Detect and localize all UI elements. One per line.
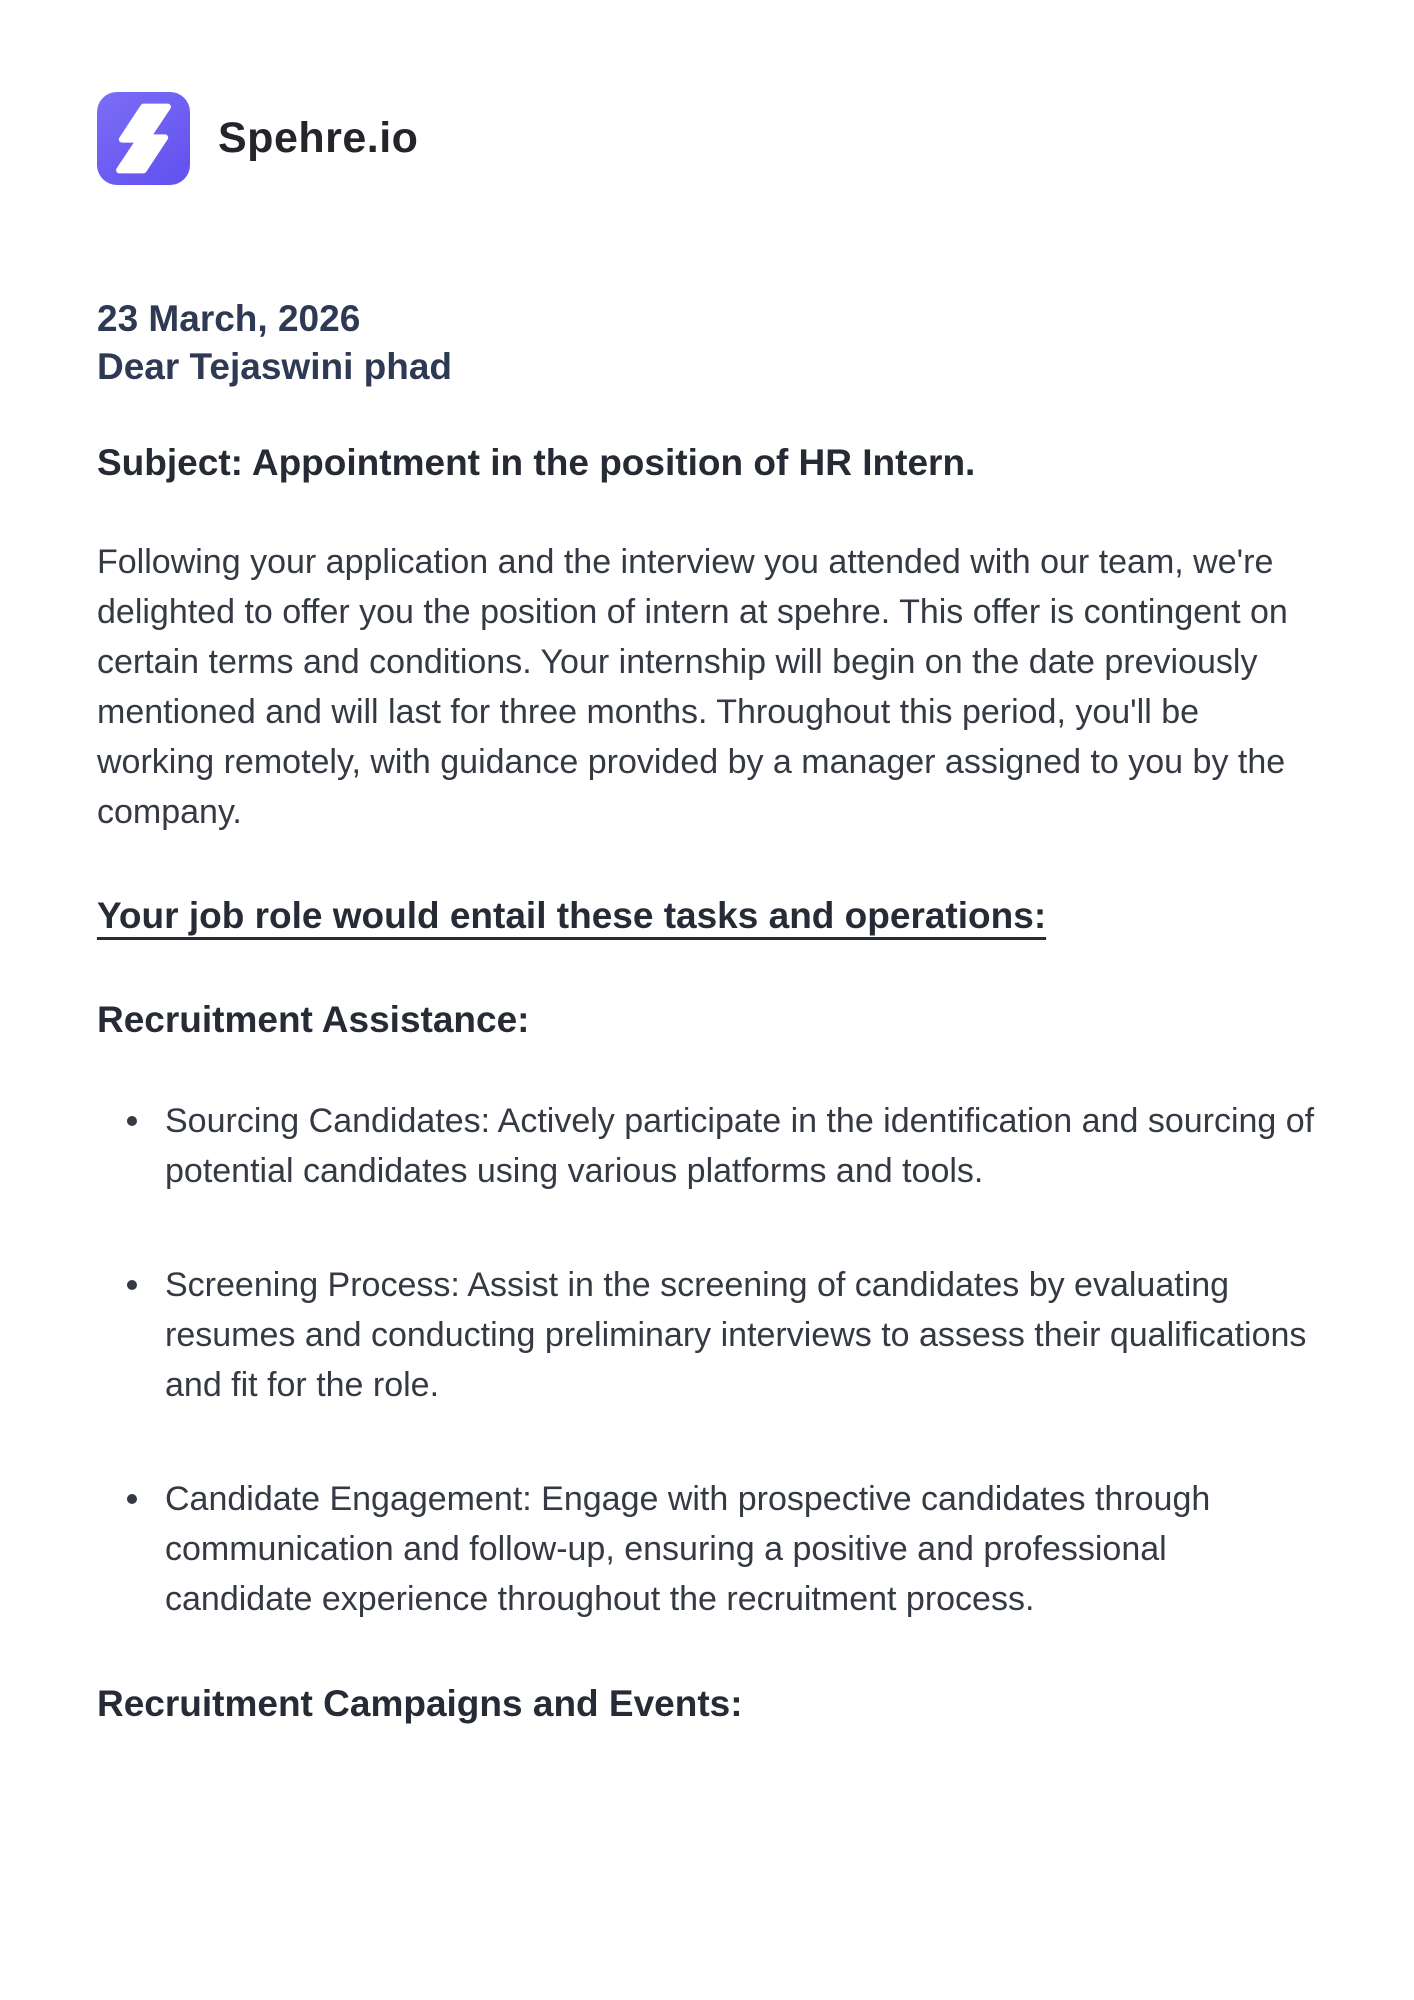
- tasks-heading: Your job role would entail these tasks and operations:: [97, 895, 1047, 936]
- letter-date: 23 March, 2026: [97, 298, 361, 339]
- list-item-text: Screening Process: Assist in the screening of candidates by evaluating resumes and conducting preliminary interviews to assess their qualifications and fit for the role.: [165, 1266, 1307, 1404]
- intro-paragraph: Following your application and the interview you attended with our team, we're delighted to offer you the position of intern at spehre. This offer is contingent on certain terms and conditions. Your internship will begin on the date previously mentioned and will last for three months. Throughout this period, you'll be working remotely, with guidance provided by a manager assigned to you by the company.: [97, 543, 1288, 831]
- spehre-logo: [97, 92, 190, 185]
- s-bolt-icon: [97, 92, 190, 185]
- bullet-dot-icon: [127, 1280, 137, 1290]
- list-item-text: Candidate Engagement: Engage with prospective candidates through communication and follow-up, ensuring a positive and professional candidate experience throughout the recruitment process.: [165, 1480, 1211, 1618]
- list-item-text: Sourcing Candidates: Actively participate in the identification and sourcing of potential candidates using various platforms and tools.: [165, 1102, 1315, 1190]
- section-title-campaigns-events: Recruitment Campaigns and Events:: [97, 1683, 743, 1724]
- bullet-dot-icon: [127, 1494, 137, 1504]
- recruitment-assistance-list: [97, 1096, 1317, 1624]
- letter-greeting: Dear Tejaswini phad: [97, 346, 453, 387]
- list-item: [165, 1474, 1317, 1624]
- section-title-recruitment-assistance: Recruitment Assistance:: [97, 999, 530, 1040]
- brand-name: Spehre.io: [218, 114, 419, 162]
- list-item: [165, 1260, 1317, 1410]
- subject-line: Subject: Appointment in the position of HR Intern.: [97, 442, 976, 483]
- list-item: [165, 1096, 1317, 1196]
- brand-header: [97, 92, 1317, 185]
- bullet-dot-icon: [127, 1116, 137, 1126]
